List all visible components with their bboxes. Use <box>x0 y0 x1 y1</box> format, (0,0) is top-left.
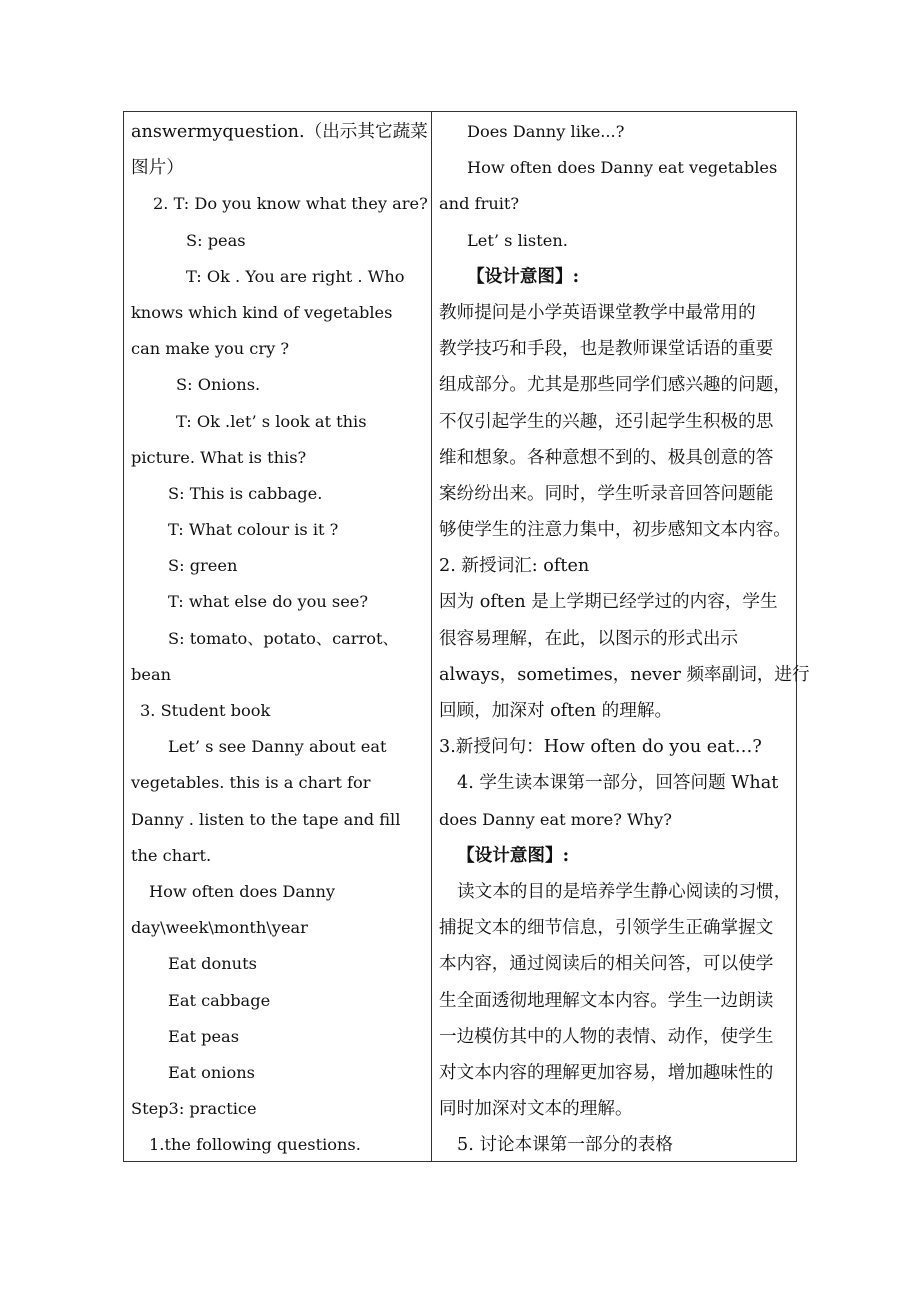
left-text-line: 图片） <box>131 158 184 179</box>
left-text-line: S: green <box>168 556 238 576</box>
right-text-line: 很容易理解，在此，以图示的形式出示 <box>439 628 739 649</box>
right-text-line: 读文本的目的是培养学生静心阅读的习惯， <box>457 881 792 902</box>
lesson-plan-table <box>123 111 810 1162</box>
right-text-line: always，sometimes，never 频率副词，进行 <box>439 664 810 685</box>
right-text-line: 【设计意图】: <box>457 844 570 866</box>
left-text-line: Eat onions <box>168 1062 255 1082</box>
right-text-line: 因为 often 是上学期已经学过的内容，学生 <box>439 592 778 613</box>
left-text-line: S: tomato、potato、carrot、 <box>168 628 399 648</box>
left-text-line: T: What colour is it ? <box>168 520 339 540</box>
right-text-line: 回顾，加深对 often 的理解。 <box>439 701 673 721</box>
left-text-line: T: Ok .let’ s look at this <box>176 411 367 431</box>
left-text-line: Danny . listen to the tape and fill <box>131 809 401 829</box>
left-text-line: picture. What is this? <box>131 447 307 467</box>
left-text-line: S: Onions. <box>176 375 261 395</box>
left-text-line: Let’ s see Danny about eat <box>168 737 387 757</box>
left-text-line: Eat cabbage <box>168 990 271 1010</box>
right-text-line: 4. 学生读本课第一部分，回答问题 What <box>457 773 779 794</box>
right-text-line: and fruit? <box>439 194 520 214</box>
left-text-line: Eat donuts <box>168 954 257 974</box>
right-text-line: 捕捉文本的细节信息，引领学生正确掌握文 <box>439 918 774 939</box>
left-text-line: 2. T: Do you know what they are? <box>153 194 428 214</box>
right-text-line: 同时加深对文本的理解。 <box>439 1099 633 1120</box>
left-text-line: 1.the following questions. <box>149 1135 361 1155</box>
left-text-line: Step3: practice <box>131 1099 257 1119</box>
right-text-line: 5. 讨论本课第一部分的表格 <box>457 1135 673 1156</box>
right-text-line: 生全面透彻地理解文本内容。学生一边朗读 <box>439 990 774 1011</box>
column-divider <box>431 112 432 1161</box>
left-text-line: S: This is cabbage. <box>168 483 323 503</box>
left-text-line: 3. Student book <box>140 701 271 720</box>
right-text-line: 对文本内容的理解更加容易，增加趣味性的 <box>439 1062 774 1083</box>
right-text-line: Does Danny like...? <box>467 122 625 141</box>
right-text-line: 组成部分。尤其是那些同学们感兴趣的问题， <box>439 375 791 396</box>
right-text-line: 案纷纷出来。同时，学生听录音回答问题能 <box>439 483 774 504</box>
right-text-line: 一边模仿其中的人物的表情、动作，使学生 <box>439 1026 774 1047</box>
left-text-line: T: what else do you see? <box>168 592 369 612</box>
right-text-line: 3.新授问句：How often do you eat…? <box>439 737 762 758</box>
right-text-line: 维和想象。各种意想不到的、极具创意的答 <box>439 447 774 468</box>
left-text-line: the chart. <box>131 845 212 865</box>
right-text-line: does Danny eat more? Why? <box>439 809 672 829</box>
right-text-line: 本内容，通过阅读后的相关问答，可以使学 <box>439 954 774 975</box>
left-text-line: can make you cry ? <box>131 339 290 359</box>
right-text-line: 不仅引起学生的兴趣，还引起学生积极的思 <box>439 411 774 432</box>
right-text-line: 【设计意图】: <box>467 265 580 287</box>
right-text-line: 教学技巧和手段，也是教师课堂话语的重要 <box>439 339 774 360</box>
left-column <box>131 114 427 1163</box>
right-text-line: 2. 新授词汇: often <box>439 556 590 577</box>
left-text-line: T: Ok . You are right . Who <box>186 266 405 286</box>
left-text-line: How often does Danny <box>149 881 336 901</box>
right-column <box>439 114 810 1163</box>
right-text-line: Let’ s listen. <box>467 230 568 250</box>
left-text-line: knows which kind of vegetables <box>131 302 393 322</box>
right-text-line: 够使学生的注意力集中，初步感知文本内容。 <box>439 520 791 541</box>
right-text-line: 教师提问是小学英语课堂教学中最常用的 <box>439 302 756 323</box>
left-text-line: day\week\month\year <box>131 918 308 938</box>
left-text-line: S: peas <box>186 230 246 250</box>
left-text-line: answermyquestion.（出示其它蔬菜 <box>131 122 428 142</box>
left-text-line: bean <box>131 664 172 684</box>
right-text-line: How often does Danny eat vegetables <box>467 158 778 178</box>
left-text-line: Eat peas <box>168 1026 240 1046</box>
left-text-line: vegetables. this is a chart for <box>131 773 371 793</box>
